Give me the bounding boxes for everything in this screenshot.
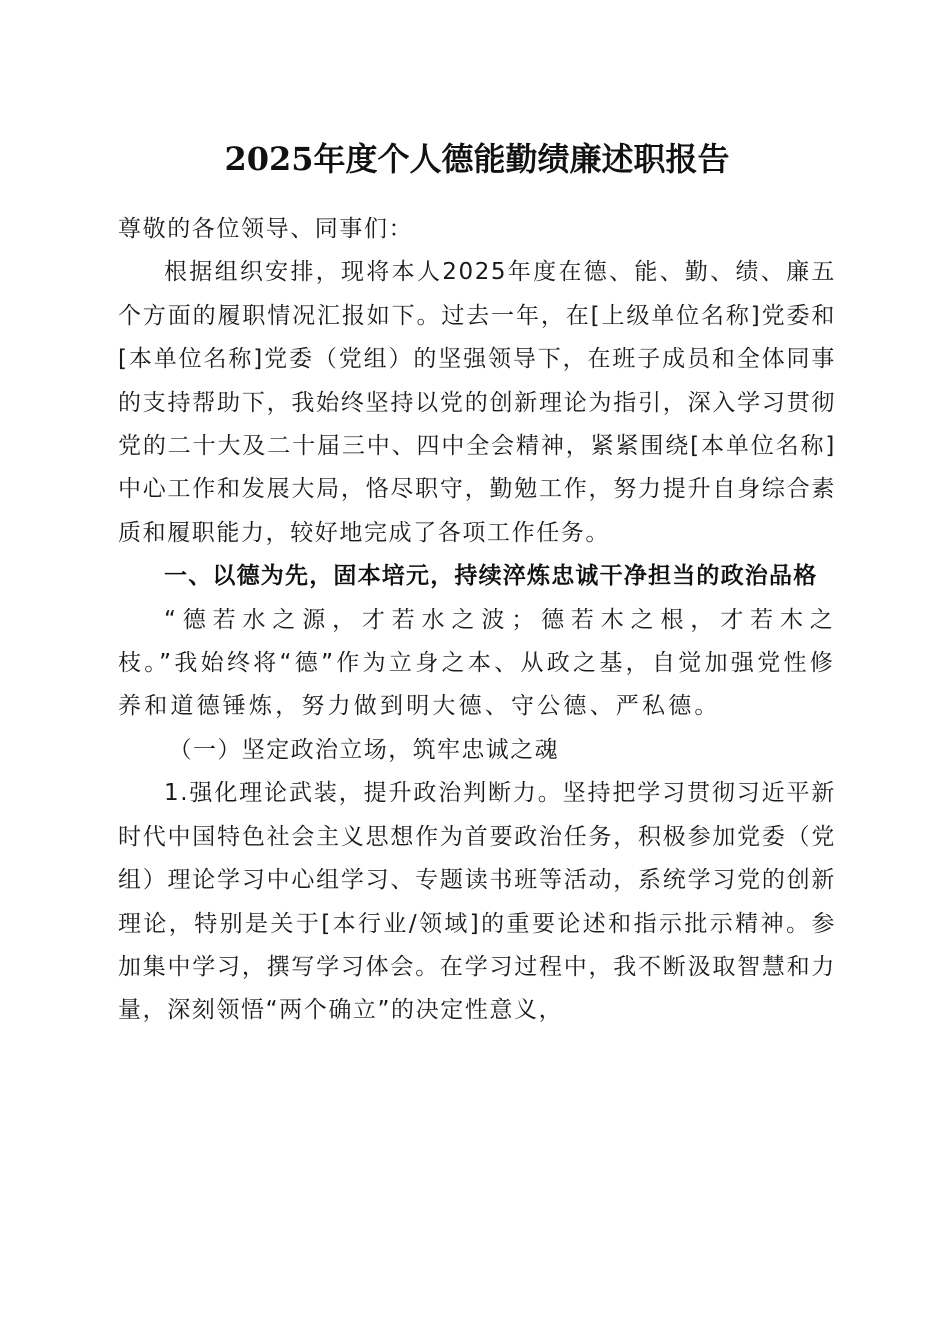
subsection-1-heading: （一）坚定政治立场，筑牢忠诚之魂 xyxy=(168,736,559,763)
section-1-paragraph: “德若水之源，才若水之波；德若木之根，才若木之枝。”我始终将“德”作为立身之本、从政之基，自觉加强党性修养和道德锤炼，努力做到明大德、守公德、严私德。 xyxy=(118,606,836,720)
section-1-heading: 一、以德为先，固本培元，持续淬炼忠诚干净担当的政治品格 xyxy=(164,563,818,590)
document-body xyxy=(118,208,836,1033)
intro-paragraph: 根据组织安排，现将本人2025年度在德、能、勤、绩、廉五个方面的履职情况汇报如下。过去一年，在[上级单位名称]党委和[本单位名称]党委（党组）的坚强领导下，在班子成员和全体同事的支持帮助下，我始终坚持以党的创新理论为指引，深入学习贯彻党的二十大及二十届三中、四中全会精神，紧紧围绕[本单位名称]中心工作和发展大局，恪尽职守，勤勉工作，努力提升自身综合素质和履职能力，较好地完成了各项工作任务。 xyxy=(118,259,836,546)
item-1-paragraph: 1.强化理论武装，提升政治判断力。坚持把学习贯彻习近平新时代中国特色社会主义思想作为首要政治任务，积极参加党委（党组）理论学习中心组学习、专题读书班等活动，系统学习党的创新理论，特别是关于[本行业/领域]的重要论述和指示批示精神。参加集中学习，撰写学习体会。在学习过程中，我不断汲取智慧和力量，深刻领悟“两个确立”的决定性意义， xyxy=(118,780,836,1024)
salutation: 尊敬的各位领导、同事们： xyxy=(118,216,414,242)
document-title: 2025年度个人德能勤绩廉述职报告 xyxy=(224,140,730,178)
